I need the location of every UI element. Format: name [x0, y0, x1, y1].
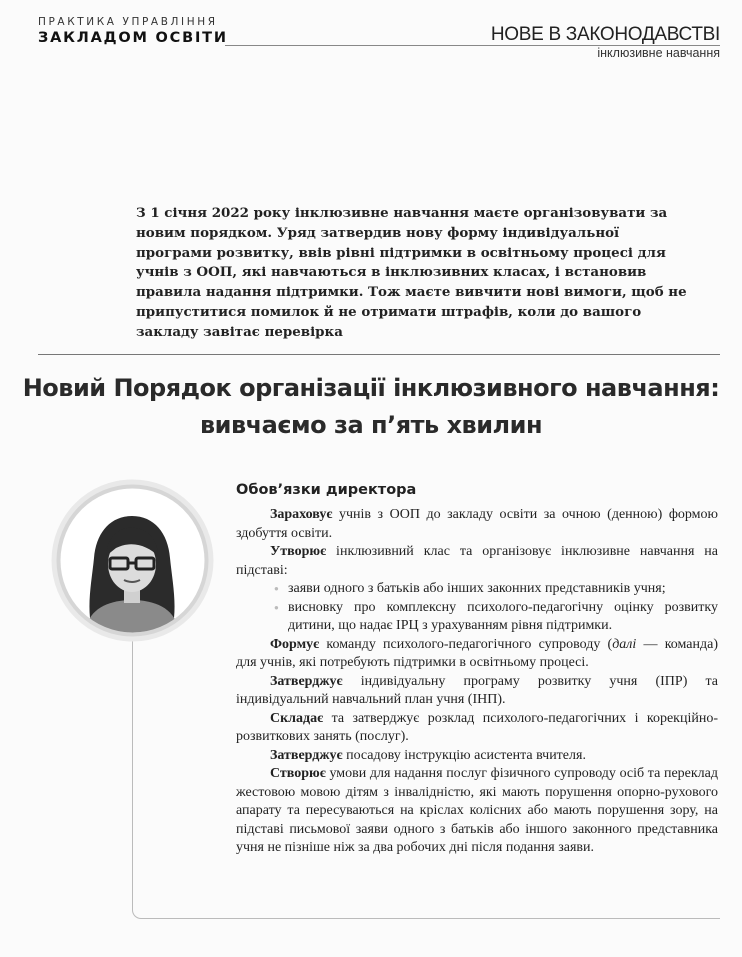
lead-paragraph: З 1 січня 2022 року інклюзивне навчання маєте організовувати за новим порядком. Уряд затвердив нову форму індивідуальної програми розвитку, ввів рівні підтримки в освітньому процесі для учнів з ООП, які навчаються в інклюзивних класах, і встановив правила надання підтримки. Тож маєте вивчити нові вимоги, щоб не припуститися помилок й не отримати штрафів, коли до вашого закладу завітає перевірка	[136, 205, 687, 340]
duty-verb: Затверджує	[270, 747, 343, 763]
duty-verb: Складає	[270, 710, 324, 726]
duty-verb: Створює	[270, 766, 326, 781]
list-item: ● заяви одного з батьків або інших законних представників учня;	[288, 580, 718, 599]
duty-paragraph	[236, 506, 718, 543]
duty-verb: Утворює	[270, 544, 327, 559]
section-header	[491, 24, 720, 60]
duty-paragraph	[236, 710, 718, 747]
duty-text: — команда) для учнів, які потребують підтримки в освітньому процесі.	[236, 636, 718, 670]
duties-text	[236, 506, 718, 858]
section-title: Обов’язки директора	[236, 482, 417, 498]
journal-name-big: ЗАКЛАДОМ ОСВІТИ	[38, 30, 228, 46]
duty-paragraph	[236, 636, 718, 673]
lead-divider	[38, 354, 720, 355]
director-avatar-icon	[50, 478, 215, 643]
duty-text: та затверджує розклад психолого-педагогічних і корекційно-розвиткових занять (послуг).	[236, 710, 718, 744]
duty-paragraph	[236, 673, 718, 710]
duty-text: інклюзивний клас та організовує інклюзивне навчання на підставі:	[236, 544, 718, 578]
duty-italic: далі	[612, 636, 637, 652]
subsection-name: інклюзивне навчання	[597, 46, 720, 60]
duty-verb: Зараховує	[270, 507, 333, 522]
decorative-bottom-line	[132, 910, 720, 919]
section-name: НОВЕ В ЗАКОНОДАВСТВІ	[490, 24, 720, 45]
decorative-vertical-line	[132, 640, 133, 910]
duty-basis-list	[236, 580, 718, 636]
duty-text: посадову інструкцію асистента вчителя.	[342, 747, 586, 763]
duty-verb: Формує	[270, 636, 320, 652]
duty-text: учнів з ООП до закладу освіти за очною (денною) формою здобуття освіти.	[236, 507, 718, 541]
article-title-line-1: Новий Порядок організації інклюзивного навчання:	[22, 374, 720, 402]
duty-paragraph	[236, 543, 718, 580]
journal-name-small: ПРАКТИКА УПРАВЛІННЯ	[38, 16, 218, 28]
duty-text: умови для надання послуг фізичного супроводу осіб та переклад жестовою мовою дітям з інвалідністю, які мають порушення опорно-рухового апарату та пересуваються на кріслах колісних або мають порушення зору, на підставі письмової заяви одного з батьків або іншого законного представника учня не пізніше ніж за два робочих дні після подання заяви.	[236, 766, 718, 855]
list-item: ● висновку про комплексну психолого-педагогічну оцінку розвитку дитини, що надає ІРЦ з урахуванням рівня підтримки.	[288, 599, 718, 636]
duty-paragraph	[236, 747, 718, 766]
duty-paragraph	[236, 765, 718, 858]
article-title-line-2: вивчаємо за п’ять хвилин	[199, 411, 543, 439]
journal-header	[38, 16, 228, 46]
duty-verb: Затверджує	[270, 673, 343, 689]
article-title	[20, 370, 722, 444]
duty-text: команду психолого-педагогічного супроводу (	[319, 636, 613, 652]
duty-text: індивідуальну програму розвитку учня (ІПР) та індивідуальний навчальний план учня (ІНП).	[236, 673, 718, 707]
